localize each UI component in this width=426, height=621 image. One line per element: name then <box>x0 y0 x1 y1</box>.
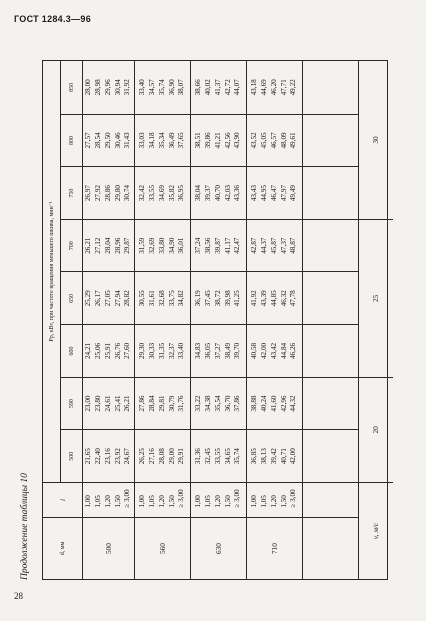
power-value: 43,90 <box>233 132 242 149</box>
power-value: 21,65 <box>84 448 93 465</box>
diameter-cell: 560 <box>135 517 191 579</box>
power-value: 47,97 <box>279 184 288 202</box>
power-values <box>85 343 131 359</box>
power-value: 29,30 <box>138 342 147 360</box>
power-cell <box>247 166 303 219</box>
power-cell <box>83 429 135 482</box>
ratio-value: 1,00 <box>84 495 93 508</box>
power-value: 29,00 <box>167 448 176 465</box>
empty-cell <box>303 114 359 167</box>
empty-cell <box>303 61 359 114</box>
speed-label: v, м/с <box>359 482 393 579</box>
power-value: 37,24 <box>194 237 203 254</box>
ratio-list <box>251 489 297 510</box>
power-value: 47,37 <box>279 237 288 254</box>
power-value: 27,16 <box>148 448 157 465</box>
power-value: 42,72 <box>223 79 232 96</box>
power-value: 26,21 <box>123 395 132 412</box>
power-values <box>139 290 185 306</box>
power-values <box>195 132 241 148</box>
ratio-value: 1,50 <box>167 495 176 508</box>
empty-cell <box>303 482 359 517</box>
power-value: 28,96 <box>113 237 122 254</box>
ratio-value: 1,50 <box>279 495 288 508</box>
power-value: 49,61 <box>289 132 298 149</box>
power-value: 28,08 <box>157 448 166 465</box>
power-value: 36,70 <box>223 395 232 412</box>
power-values <box>195 448 241 464</box>
ratio-value: ≥ 3,00 <box>289 489 298 508</box>
power-value: 23,00 <box>84 395 93 412</box>
power-values <box>85 238 131 254</box>
power-cell <box>191 219 247 272</box>
header-i: i <box>43 482 83 517</box>
power-value: 49,49 <box>289 184 298 202</box>
power-value: 38,88 <box>250 395 259 412</box>
power-value: 29,91 <box>177 448 186 465</box>
power-values <box>85 448 131 464</box>
power-cell <box>191 272 247 325</box>
power-value: 36,90 <box>167 79 176 96</box>
power-value: 42,56 <box>223 132 232 149</box>
power-value: 40,58 <box>250 342 259 360</box>
power-cell <box>247 114 303 167</box>
speed-mark-20: 20 <box>359 377 393 482</box>
power-value: 23,92 <box>113 448 122 465</box>
power-cell <box>135 61 191 114</box>
power-value: 47,78 <box>289 290 298 307</box>
power-value: 37,86 <box>233 395 242 412</box>
power-value: 36,95 <box>177 184 186 202</box>
header-d-label: d, мм <box>59 541 66 556</box>
ratio-cell <box>135 482 191 517</box>
power-cell <box>247 377 303 430</box>
power-values <box>195 79 241 95</box>
speed-mark-30: 30 <box>371 136 381 144</box>
power-value: 32,45 <box>204 448 213 465</box>
power-values <box>85 290 131 306</box>
power-value: 31,92 <box>123 79 132 96</box>
power-value: 23,80 <box>94 395 103 412</box>
power-value: 30,46 <box>113 132 122 149</box>
power-cell <box>191 61 247 114</box>
ratio-value: 1,05 <box>94 495 103 508</box>
power-value: 35,34 <box>157 132 166 149</box>
power-value: 46,47 <box>269 184 278 202</box>
power-value: 43,42 <box>269 342 278 360</box>
power-cell <box>83 324 135 377</box>
power-cell <box>83 219 135 272</box>
speed-header-700: 700 <box>61 219 83 272</box>
power-value: 44,85 <box>269 290 278 307</box>
power-value: 40,24 <box>260 395 269 412</box>
power-values <box>251 395 297 411</box>
power-value: 25,91 <box>103 342 112 360</box>
document-header: ГОСТ 1284.3—96 <box>14 14 91 24</box>
empty-cell <box>303 166 359 219</box>
power-value: 30,79 <box>167 395 176 412</box>
power-values <box>139 185 185 201</box>
ratio-value: 1,05 <box>260 495 269 508</box>
power-values <box>251 238 297 254</box>
power-value: 26,17 <box>94 290 103 307</box>
diameter-cell: 500 <box>83 517 135 579</box>
power-value: 41,21 <box>213 132 222 149</box>
power-value: 32,42 <box>138 184 147 202</box>
power-value: 34,38 <box>204 395 213 412</box>
power-values <box>85 185 131 201</box>
power-value: 28,82 <box>123 290 132 307</box>
ratio-value: 1,00 <box>194 495 203 508</box>
power-value: 46,32 <box>279 290 288 307</box>
power-value: 26,25 <box>138 448 147 465</box>
power-value: 39,70 <box>233 342 242 360</box>
power-value: 33,03 <box>138 132 147 149</box>
power-value: 29,50 <box>103 132 112 149</box>
power-value: 34,18 <box>148 132 157 149</box>
power-value: 24,21 <box>84 342 93 360</box>
power-value: 28,86 <box>103 184 112 202</box>
power-values <box>195 185 241 201</box>
ratio-value: 1,00 <box>250 495 259 508</box>
power-cell <box>135 324 191 377</box>
power-value: 29,96 <box>103 79 112 96</box>
power-value: 42,47 <box>233 237 242 254</box>
power-value: 38,72 <box>213 290 222 307</box>
power-value: 39,87 <box>213 237 222 254</box>
ratio-list <box>85 489 131 510</box>
power-value: 34,65 <box>223 448 232 465</box>
power-value: 47,71 <box>279 79 288 96</box>
speed-mark-25: 25 <box>359 219 393 377</box>
power-value: 42,00 <box>260 342 269 360</box>
power-value: 27,05 <box>103 290 112 307</box>
speed-header-800: 800 <box>61 114 83 167</box>
power-value: 26,97 <box>84 184 93 202</box>
power-cell <box>135 166 191 219</box>
power-values <box>139 238 185 254</box>
empty-cell <box>303 272 359 325</box>
power-value: 28,98 <box>94 79 103 96</box>
power-value: 35,74 <box>157 79 166 96</box>
power-value: 40,70 <box>213 184 222 202</box>
power-values <box>139 448 185 464</box>
power-value: 49,22 <box>289 79 298 96</box>
power-value: 31,35 <box>157 342 166 360</box>
ratio-value: 1,50 <box>223 495 232 508</box>
power-value: 43,43 <box>250 184 259 202</box>
power-value: 32,68 <box>157 290 166 307</box>
ratio-list <box>139 489 185 510</box>
power-value: 42,96 <box>279 395 288 412</box>
power-values <box>251 448 297 464</box>
power-value: 44,84 <box>279 342 288 360</box>
speed-header-600: 600 <box>61 324 83 377</box>
power-value: 24,61 <box>103 395 112 412</box>
power-value: 24,67 <box>123 448 132 465</box>
speed-header-650: 650 <box>61 272 83 325</box>
power-cell <box>135 272 191 325</box>
power-value: 28,04 <box>103 237 112 254</box>
power-value: 44,07 <box>233 79 242 96</box>
speed-header-500: 500 <box>61 429 83 482</box>
power-value: 27,60 <box>123 342 132 360</box>
empty-cell <box>303 377 359 430</box>
power-value: 27,92 <box>94 184 103 202</box>
header-span: Pp, кВт, при частоте вращения меньшего шкива, мин⁻¹ <box>43 61 61 482</box>
power-value: 33,55 <box>148 184 157 202</box>
power-value: 44,69 <box>260 79 269 96</box>
power-cell <box>191 166 247 219</box>
ratio-value: 1,05 <box>148 495 157 508</box>
power-cell <box>191 429 247 482</box>
power-value: 33,55 <box>213 448 222 465</box>
rotated-table-block <box>20 60 400 580</box>
ratio-list <box>195 489 241 510</box>
power-value: 44,37 <box>260 237 269 254</box>
power-cell <box>83 272 135 325</box>
power-cell <box>135 377 191 430</box>
power-value: 37,65 <box>177 132 186 149</box>
power-value: 28,00 <box>84 79 93 96</box>
power-value: 39,42 <box>269 448 278 465</box>
power-cell <box>135 114 191 167</box>
power-values <box>251 343 297 359</box>
empty-cell <box>303 324 359 377</box>
power-value: 36,49 <box>167 132 176 149</box>
power-cell <box>83 114 135 167</box>
power-value: 38,07 <box>177 79 186 96</box>
power-value: 38,56 <box>204 237 213 254</box>
power-value: 41,37 <box>213 79 222 96</box>
power-value: 35,74 <box>233 448 242 465</box>
power-value: 34,90 <box>167 237 176 254</box>
power-value: 33,80 <box>157 237 166 254</box>
power-value: 38,66 <box>194 79 203 96</box>
ratio-value: ≥ 3,00 <box>177 489 186 508</box>
ratio-value: 1,20 <box>213 495 222 508</box>
empty-cell <box>303 429 359 482</box>
power-value: 41,92 <box>250 290 259 307</box>
power-value: 42,00 <box>289 448 298 465</box>
ratio-value: ≥ 3,00 <box>233 489 242 508</box>
power-cell <box>247 219 303 272</box>
table-caption: Продолжение таблицы 10 <box>20 473 30 580</box>
power-value: 41,17 <box>223 237 232 254</box>
power-values <box>195 343 241 359</box>
power-value: 31,61 <box>148 290 157 307</box>
ratio-cell <box>83 482 135 517</box>
power-value: 33,40 <box>138 79 147 96</box>
power-value: 25,06 <box>94 342 103 360</box>
power-cell <box>191 324 247 377</box>
power-value: 37,27 <box>213 342 222 360</box>
power-values <box>195 395 241 411</box>
power-value: 32,69 <box>148 237 157 254</box>
power-value: 34,83 <box>194 342 203 360</box>
power-values <box>251 132 297 148</box>
power-values <box>139 79 185 95</box>
power-value: 25,41 <box>113 395 122 412</box>
page-number: 28 <box>14 591 23 601</box>
power-value: 26,21 <box>84 237 93 254</box>
power-value: 31,43 <box>123 132 132 149</box>
power-value: 28,54 <box>94 132 103 149</box>
ratio-value: 1,20 <box>157 495 166 508</box>
empty-cell <box>303 219 359 272</box>
power-value: 31,59 <box>138 237 147 254</box>
power-values <box>139 343 185 359</box>
power-value: 42,03 <box>223 184 232 202</box>
power-value: 45,87 <box>269 237 278 254</box>
data-table <box>42 60 388 580</box>
power-value: 40,71 <box>279 448 288 465</box>
power-value: 26,76 <box>113 342 122 360</box>
power-cell <box>83 377 135 430</box>
power-value: 44,32 <box>289 395 298 412</box>
ratio-value: ≥ 3,00 <box>123 489 132 508</box>
power-value: 33,40 <box>177 342 186 360</box>
ratio-value: 1,50 <box>113 495 122 508</box>
power-value: 32,37 <box>167 342 176 360</box>
ratio-value: 1,20 <box>103 495 112 508</box>
power-values <box>195 290 241 306</box>
power-value: 38,49 <box>223 342 232 360</box>
power-values <box>85 132 131 148</box>
diameter-cell: 630 <box>191 517 247 579</box>
power-values <box>85 79 131 95</box>
power-value: 33,22 <box>194 395 203 412</box>
power-value: 27,94 <box>113 290 122 307</box>
power-cell <box>247 429 303 482</box>
power-value: 48,87 <box>289 237 298 254</box>
power-value: 34,57 <box>148 79 157 96</box>
power-cell <box>247 272 303 325</box>
power-value: 39,98 <box>223 290 232 307</box>
power-value: 38,04 <box>194 184 203 202</box>
power-value: 43,39 <box>260 290 269 307</box>
power-value: 30,94 <box>113 79 122 96</box>
power-value: 34,82 <box>177 290 186 307</box>
power-value: 36,05 <box>204 342 213 360</box>
power-value: 35,54 <box>213 395 222 412</box>
power-cell <box>135 429 191 482</box>
power-value: 29,81 <box>157 395 166 412</box>
power-cell <box>83 61 135 114</box>
power-cell <box>191 114 247 167</box>
power-cell <box>135 219 191 272</box>
power-value: 27,86 <box>138 395 147 412</box>
power-value: 29,87 <box>123 237 132 254</box>
power-value: 41,60 <box>269 395 278 412</box>
power-value: 37,45 <box>204 290 213 307</box>
empty-cell <box>303 517 359 579</box>
power-value: 28,84 <box>148 395 157 412</box>
power-value: 31,36 <box>194 448 203 465</box>
diameter-cell: 710 <box>247 517 303 579</box>
power-value: 42,87 <box>250 237 259 254</box>
speed-header-590: 590 <box>61 377 83 430</box>
power-cell <box>191 377 247 430</box>
power-values <box>85 395 131 411</box>
power-value: 41,25 <box>233 290 242 307</box>
power-value: 34,69 <box>157 184 166 202</box>
power-value: 46,26 <box>289 342 298 360</box>
power-value: 33,75 <box>167 290 176 307</box>
ratio-cell <box>247 482 303 517</box>
power-value: 44,95 <box>260 184 269 202</box>
power-value: 25,29 <box>84 290 93 307</box>
power-value: 43,18 <box>250 79 259 96</box>
power-value: 27,57 <box>84 132 93 149</box>
ratio-value: 1,00 <box>138 495 147 508</box>
power-value: 48,09 <box>279 132 288 149</box>
power-value: 38,13 <box>260 448 269 465</box>
power-cell <box>83 166 135 219</box>
power-value: 36,85 <box>250 448 259 465</box>
power-value: 43,52 <box>250 132 259 149</box>
power-value: 29,80 <box>113 184 122 202</box>
power-value: 36,19 <box>194 290 203 307</box>
power-cell <box>247 61 303 114</box>
speed-header-850: 850 <box>61 61 83 114</box>
power-value: 43,36 <box>233 184 242 202</box>
power-values <box>195 238 241 254</box>
power-values <box>251 185 297 201</box>
power-value: 39,37 <box>204 184 213 202</box>
power-values <box>251 290 297 306</box>
power-values <box>251 79 297 95</box>
power-value: 39,86 <box>204 132 213 149</box>
power-value: 30,33 <box>148 342 157 360</box>
power-value: 38,51 <box>194 132 203 149</box>
power-value: 31,76 <box>177 395 186 412</box>
power-value: 40,02 <box>204 79 213 96</box>
power-value: 22,40 <box>94 448 103 465</box>
power-value: 36,01 <box>177 237 186 254</box>
speed-header-750: 750 <box>61 166 83 219</box>
power-cell <box>247 324 303 377</box>
power-value: 46,20 <box>269 79 278 96</box>
power-value: 45,05 <box>260 132 269 149</box>
power-value: 46,57 <box>269 132 278 149</box>
power-value: 23,16 <box>103 448 112 465</box>
ratio-value: 1,20 <box>269 495 278 508</box>
power-value: 27,12 <box>94 237 103 254</box>
power-value: 30,74 <box>123 184 132 202</box>
ratio-cell <box>191 482 247 517</box>
power-values <box>139 132 185 148</box>
ratio-value: 1,05 <box>204 495 213 508</box>
power-values <box>139 395 185 411</box>
power-value: 35,82 <box>167 184 176 202</box>
header-d <box>43 517 83 579</box>
power-value: 30,55 <box>138 290 147 307</box>
